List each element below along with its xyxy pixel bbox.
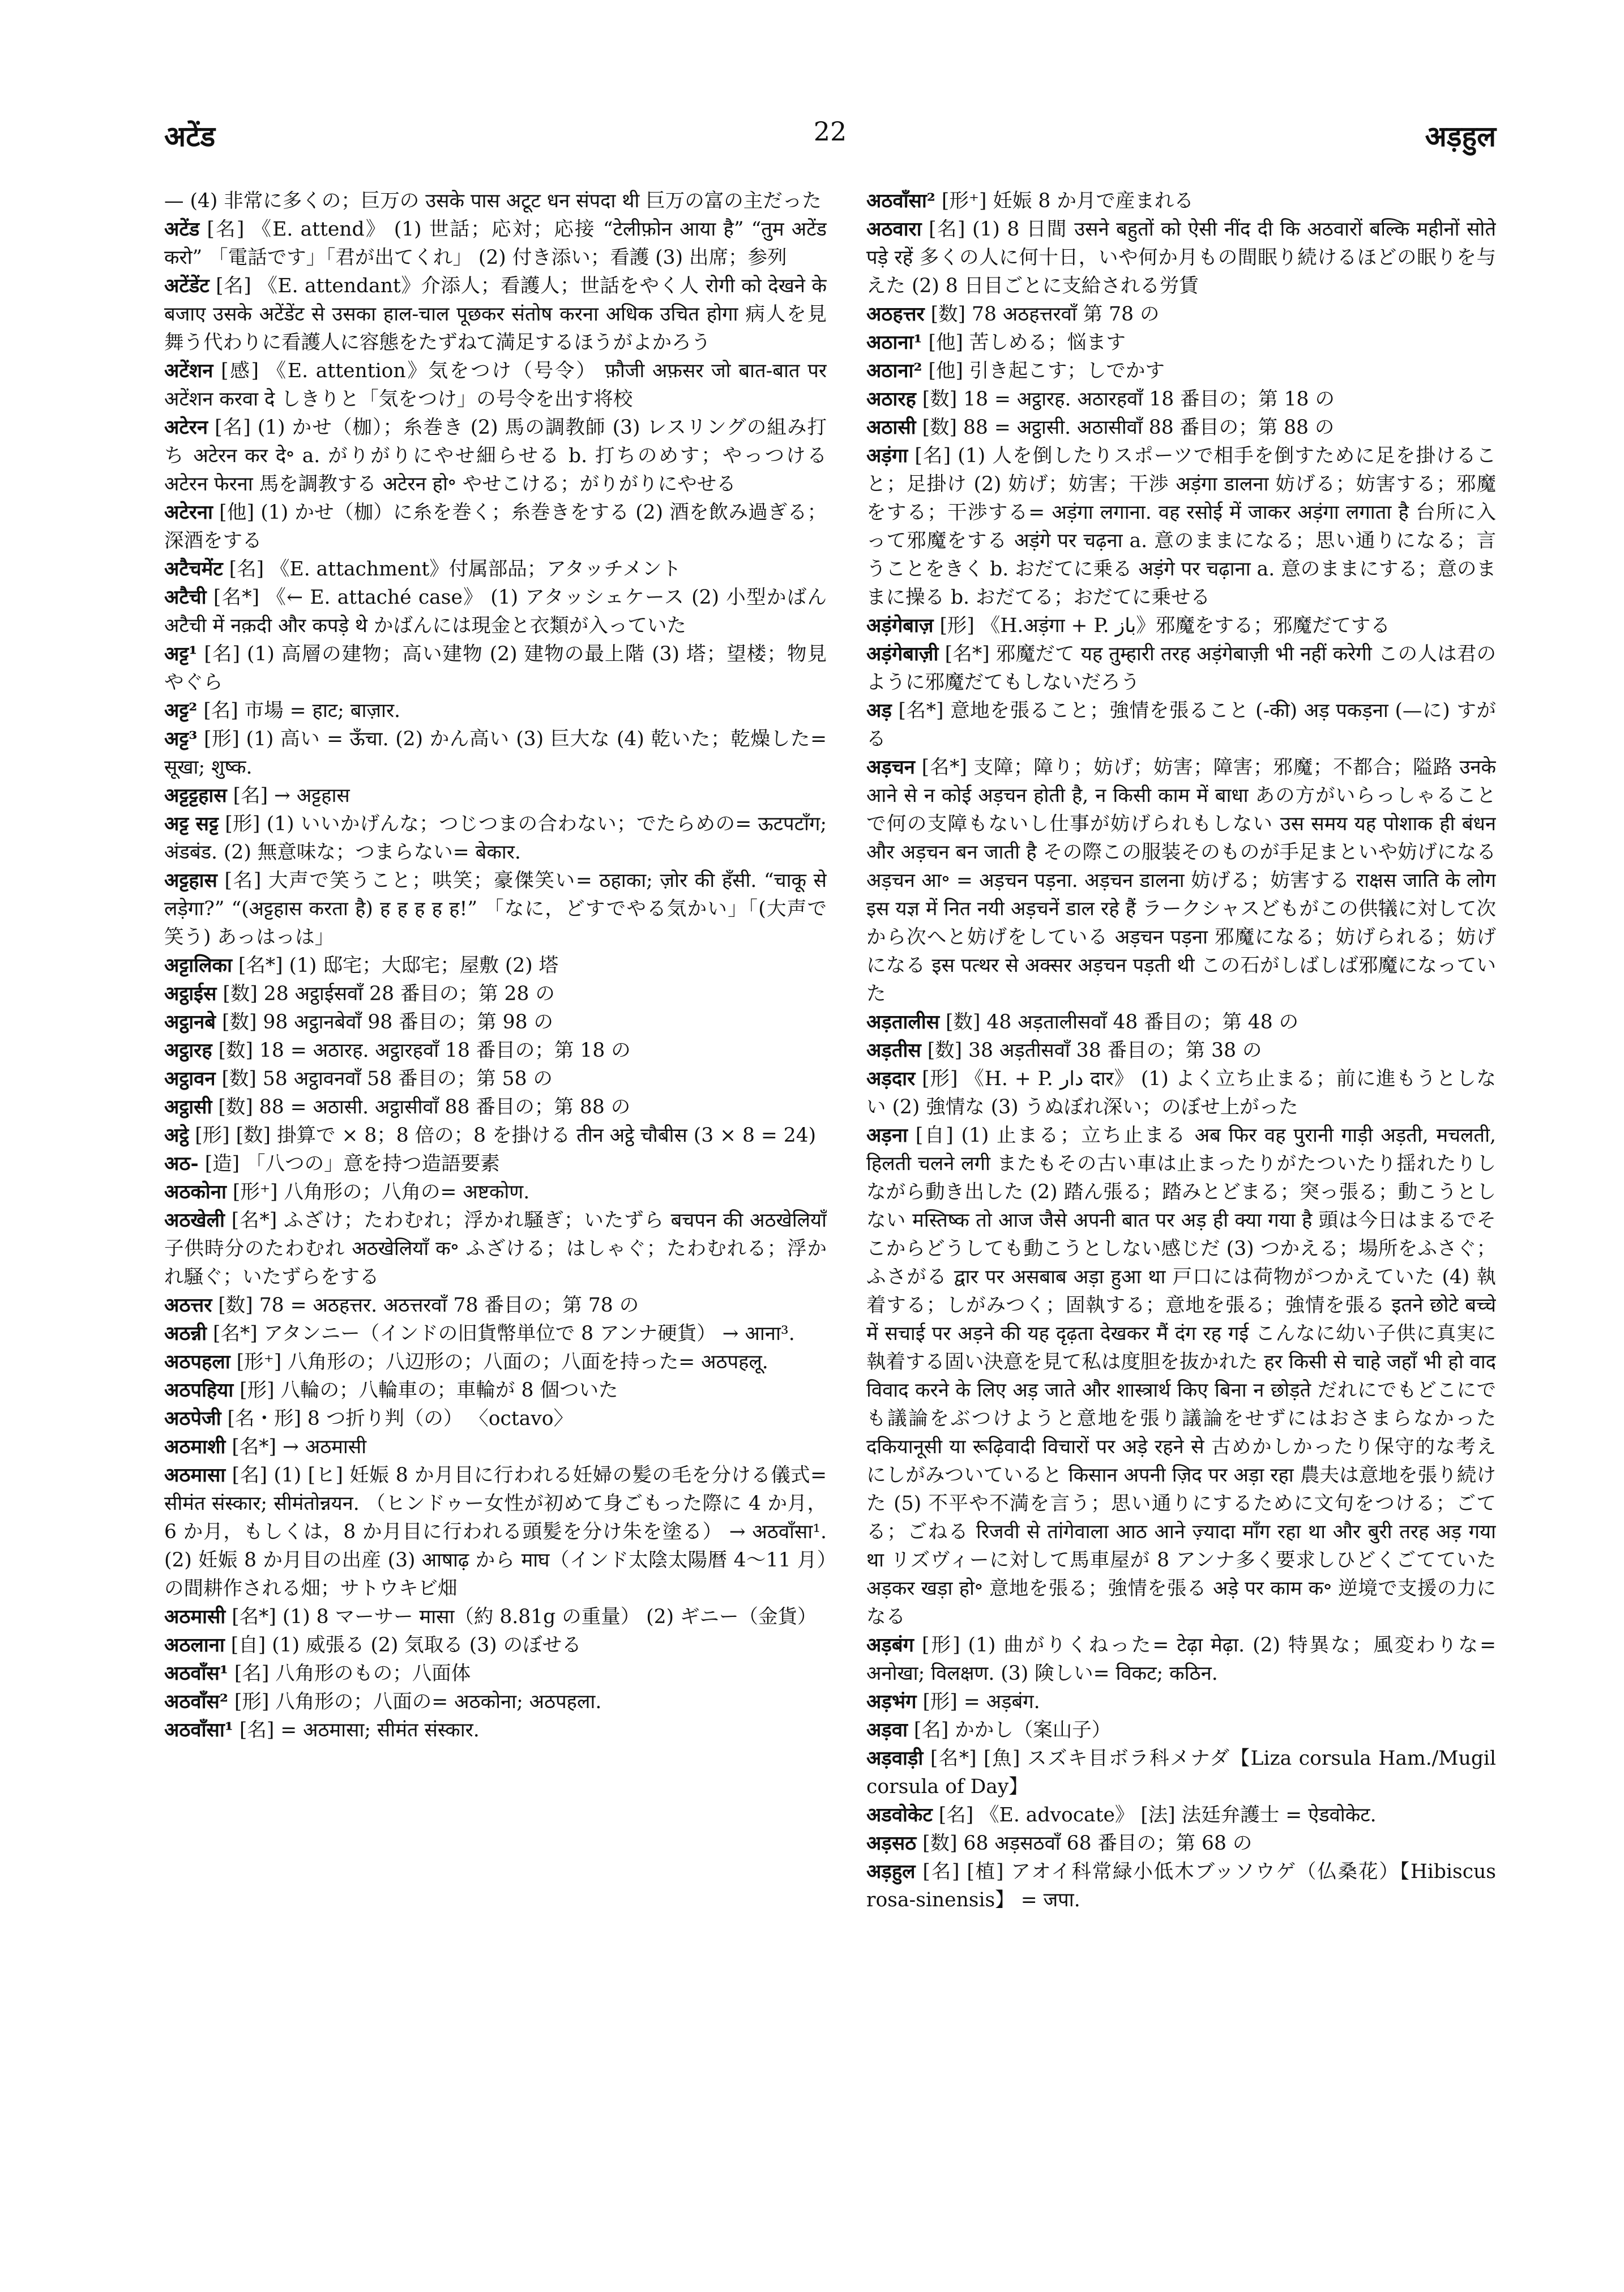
entry-headword: अट्ठावन [164,1068,216,1090]
dictionary-entry [164,357,827,413]
dictionary-entry [164,951,827,980]
entry-definition: [数] 88 = अट्ठासी. अठासीवाँ 88 番目の；第 88 の [922,416,1335,439]
left-column [164,187,827,2226]
entry-headword: अट्ट¹ [164,643,198,665]
entry-headword: अटेंडेंट [164,275,210,297]
entry-headword: अटेंड [164,218,200,241]
entry-headword: अड़हुल [866,1860,916,1883]
entry-definition: [形⁺] 妊娠 8 か月で産まれる [941,190,1194,212]
entry-definition: [他] 引き起こす；しでかす [928,360,1165,382]
entry-definition: [名] (1) 8 日間 उसने बहुतों को ऐसी नींद दी कि अठवारों बल्कि महीनों सोते पड़े रहें 多くの人に何十日，いや何か月もの間眠り続けるほどの眠りを与えた (2) 8 日目ごとに支給される労賃 [866,218,1496,297]
entry-definition: [名] (1) かせ（枷）；糸巻き (2) 馬の調教師 (3) レスリングの組み打ち अटेरन कर दे॰ a. がりがりにやせ細らせる b. 打ちのめす；やっつける अटेरन फेरना 馬を調教する अटेरन हो॰ やせこける；がりがりにやせる [164,416,827,496]
entry-definition: [形] 八輪の；八輪車の；車輪が 8 個ついた [240,1379,618,1402]
entry-definition: [形] 《H. + P. دار दार》 (1) よく立ち止まる；前に進もうとしない (2) 強情な (3) うぬぼれ深い；のぼせ上がった [866,1068,1496,1119]
entry-headword: अठलाना [164,1634,225,1657]
entry-headword: अड़सठ [866,1832,917,1855]
dictionary-entry [866,1065,1496,1121]
dictionary-entry [164,1461,827,1603]
dictionary-entry [164,1065,827,1093]
entry-definition: [数] 18 = अठारह. अट्ठारहवाँ 18 番目の；第 18 の [218,1039,631,1062]
dictionary-entry [164,980,827,1008]
entry-definition: [数] 48 अड़तालीसवाँ 48 番目の；第 48 の [946,1011,1299,1034]
entry-headword: अटेरना [164,501,213,524]
entry-definition: [名*] 邪魔だて यह तुम्हारी तरह अड़ंगेबाज़ी भी नहीं करेगी この人は君のように邪魔だてもしないだろう [866,643,1496,694]
entry-definition: [数] 58 अट्ठावनवाँ 58 番目の；第 58 の [221,1068,553,1090]
entry-definition: [形] (1) いいかげんな；つじつまの合わない；でたらめの= ऊटपटाँग; अंडबंड. (2) 無意味な；つまらない= बेकार. [164,813,827,864]
dictionary-entry [164,1716,827,1744]
entry-headword: अड़तीस [866,1039,921,1062]
entry-definition: [数] 88 = अठासी. अट्ठासीवाँ 88 番目の；第 88 の [218,1096,631,1119]
dictionary-entry [164,1433,827,1461]
entry-headword: अठत्तर [164,1294,212,1317]
dictionary-entry [164,272,827,357]
entry-definition: — (4) 非常に多くの；巨万の उसके पास अटूट धन संपदा थी 巨万の富の主だった [164,190,822,212]
entry-definition: [名] [植] アオイ科常緑小低木ブッソウゲ（仏桑花）【Hibiscus rosa-sinensis】 = जपा. [866,1860,1496,1911]
entry-definition: [名] かかし（案山子） [913,1719,1112,1742]
dictionary-entry [866,697,1496,753]
entry-headword: अट्ठारह [164,1039,212,1062]
entry-definition: [造] 「八つの」意を持つ造語要素 [204,1153,500,1175]
dictionary-entry [866,442,1496,612]
entry-headword: अठवाँस² [164,1691,228,1713]
dictionary-entry [164,867,827,951]
dictionary-entry [164,782,827,810]
entry-definition: [名*] 支障；障り；妨げ；妨害；障害；邪魔；不都合；隘路 उनके आने से न कोई अड़चन होती है, न किसी काम में बाधा あの方がいらっしゃることで何の支障もないし仕事が妨げられもしない उस समय यह पोशाक ही बंधन और अड़चन बन जाती है その際この服装そのものが手足まといや妨げになる अड़चन आ॰ = अड़चन पड़ना. अड़चन डालना 妨げる；妨害する राक्षस जाति के लोग इस यज्ञ में नित नयी अड़चनें डाल रहे हैं ラークシャスどもがこの供犠に対して次から次へと妨げをしている अड़चन पड़ना 邪魔になる；妨げられる；妨げになる इस पत्थर से अक्सर अड़चन पड़ती थी この石がしばしば邪魔になっていた [866,756,1496,1005]
entry-definition: [名・形] 8 つ折り判（の） 〈octavo〉 [227,1407,574,1430]
entry-headword: अठन्नी [164,1322,207,1345]
entry-headword: अट्ट² [164,699,198,722]
page-header [164,116,1496,161]
entry-definition: [数] 68 अड़सठवाँ 68 番目の；第 68 の [922,1832,1253,1855]
dictionary-entry [866,357,1496,385]
entry-definition: [自] (1) 止まる；立ち止まる अब फिर वह पुरानी गाड़ी अड़ती, मचलती, हिलती चलने लगी またもその古い車は止まったりがたついたり揺れたりしながら動き出した (2) 踏ん張る；踏みとどまる；突っ張る；動こうとしない मस्तिष्क तो आज जैसे अपनी बात पर अड़ ही क्या गया है 頭は今日はまるでそこからどうしても動こうとしない感じだ (3) つかえる；場所をふさぐ；ふさがる द्वार पर असबाब अड़ा हुआ था 戸口には荷物がつかえていた (4) 執着する；しがみつく；固執する；意地を張る；強情を張る इतने छोटे बच्चे में सचाई पर अड़ने की यह दृढ़ता देखकर मैं दंग रह गई こんなに幼い子供に真実に執着する固い決意を見て私は度胆を抜かれた हर किसी से चाहे जहाँ भी हो वाद विवाद करने के लिए अड़ जाते और शास्त्रार्थ किए बिना न छोड़ते だれにでもどこにでも議論をぶつけようと意地を張り議論をせずにはおさまらなかった दकियानूसी या रूढ़िवादी विचारों पर अड़े रहने से 古めかしかったり保守的な考えにしがみついていると किसान अपनी ज़िद पर अड़ा रहा 農夫は意地を張り続けた (5) 不平や不満を言う；思い通りにするために文句をつける；ごてる；ごねる रिजवी से तांगेवाला आठ आने ज़्यादा माँग रहा था और बुरी तरह अड़ गया था リズヴィーに対して馬車屋が 8 アンナ多く要求しひどくごてていた अड़कर खड़ा हो॰ 意地を張る；強情を張る अड़े पर काम क॰ 逆境で支援の力になる [866,1124,1496,1628]
entry-definition: [名] 《E. attendant》介添人；看護人；世話をやく人 रोगी को देखने के बजाए उसके अटेंडेंट से उसका हाल-चाल पूछकर संतोष करना अधिक उचित होगा 病人を見舞う代わりに看護人に容態をたずねて満足するほうがよかろう [164,275,827,354]
entry-definition: [名] (1) [ヒ] 妊娠 8 か月目に行われる妊婦の髪の毛を分ける儀式= सीमंत संस्कार; सीमंतोन्नयन. （ヒンドゥー女性が初めて身ごもった際に 4 か月，6 か月，もしくは，8 か月目に行われる頭髪を分け朱を塗る） → अठवाँसा¹. (2) 妊娠 8 か月目の出産 (3) आषाढ़ から माघ（インド太陰太陽暦 4〜11 月）の間耕作される畑；サトウキビ畑 [164,1464,827,1600]
entry-definition: [数] 78 अठहत्तरवाँ 第 78 の [930,303,1160,326]
entry-headword: अठवाँस¹ [164,1662,228,1685]
entry-definition: [形] = अड़बंग. [922,1691,1040,1713]
entry-definition: [形⁺] 八角形の；八角の= अष्टकोण. [232,1181,530,1203]
entry-headword: अठासी [866,416,916,439]
dictionary-entry [164,215,827,272]
dictionary-entry [164,810,827,867]
dictionary-entry [866,328,1496,357]
dictionary-entry [866,1744,1496,1801]
entry-definition: [名] 《E. attachment》付属部品；アタッチメント [229,558,681,581]
entry-definition: [名] (1) 人を倒したりスポーツで相手を倒すために足を掛けること；足掛け (2) 妨げ；妨害；干渉 अड़ंगा डालना 妨げる；妨害する；邪魔をする；干渉する= अड़ंगा लगाना. वह रसोई में जाकर अड़ंगा लगाता है 台所に入って邪魔をする अड़ंगे पर चढ़ना a. 意のままになる；思い通りになる；言うことをきく b. おだてに乗る अड़ंगे पर चढ़ाना a. 意のままにする；意のままに操る b. おだてる；おだてに乗せる [866,445,1496,609]
entry-definition: [名] 市場 = हाट; बाज़ार. [203,699,401,722]
dictionary-entry [866,1829,1496,1858]
entry-headword: अठ- [164,1153,199,1175]
entry-definition: [自] (1) 威張る (2) 気取る (3) のぼせる [230,1634,582,1657]
dictionary-entry [164,1603,827,1631]
entry-headword: अठखेली [164,1209,225,1232]
entry-definition: [数] 98 अट्ठानबेवाँ 98 番目の；第 98 の [221,1011,554,1034]
entry-definition: [形] 《H.अड़ंगा + P. باز》邪魔をする；邪魔だてする [939,614,1390,637]
entry-definition: [名*] (1) 邸宅；大邸宅；屋敷 (2) 塔 [238,954,559,977]
entry-headword: अट्टट्टहास [164,784,227,807]
dictionary-entry [866,1801,1496,1829]
entry-headword: अटेंशन [164,360,213,382]
entry-headword: अट्ठानबे [164,1011,216,1034]
dictionary-entry [164,1178,827,1206]
entry-headword: अड़चन [866,756,915,779]
entry-definition: [名*] ふざけ；たわむれ；浮かれ騒ぎ；いたずら बचपन की अठखेलियाँ 子供時分のたわむれ अठखेलियाँ क॰ ふざける；はしゃぐ；たわむれる；浮かれ騒ぐ；いたずらをする [164,1209,827,1288]
entry-definition: [名] 大声で笑うこと；哄笑；豪傑笑い= ठहाका; ज़ोर की हँसी. “चाकू से लड़ेगा?” “(अट्टहास करता है) ह ह ह ह ह!” 「なに，どすでやる気かい」「(大声で笑う) あっはっは」 [164,869,827,949]
dictionary-entry [164,1631,827,1659]
entry-definition: [名] → अट्टहास [233,784,350,807]
entry-definition: [名*] → अठमासी [232,1436,367,1458]
entry-definition: [形] (1) 曲がりくねった= टेढ़ा मेढ़ा. (2) 特異な；風変わりな= अनोखा; विलक्षण. (3) 険しい= विकट; कठिन. [866,1634,1496,1685]
entry-headword: अट्ठे [164,1124,189,1147]
dictionary-entry [164,697,827,725]
entry-headword: अठाना¹ [866,331,922,354]
entry-headword: अठहत्तर [866,303,925,326]
entry-definition: [感] 《E. attention》気をつけ（号令） फ़ौजी अफ़सर जो बात-बात पर अटेंशन करवा दे しきりと「気をつけ」の号令を出す将校 [164,360,827,411]
dictionary-entry [866,640,1496,697]
header-last-headword: अड़हुल [1425,119,1496,153]
dictionary-entry [164,1688,827,1716]
entry-headword: अड़ना [866,1124,908,1147]
entry-headword: अट्ठासी [164,1096,212,1119]
dictionary-entry [866,215,1496,300]
dictionary-entry [866,1688,1496,1716]
entry-definition: [名*] 意地を張ること；強情を張ること (-की) अड़ पकड़ना (—に) すがる [866,699,1496,750]
entry-definition: [名] 八角形のもの；八面体 [234,1662,471,1685]
entry-headword: अठमाशी [164,1436,226,1458]
entry-definition: [数] 28 अट्ठाईसवाँ 28 番目の；第 28 の [223,983,555,1005]
entry-headword: अटैचमेंट [164,558,223,581]
dictionary-entry [866,300,1496,328]
entry-headword: अटैची [164,586,207,609]
entry-headword: अड़ंगेबाज़ [866,614,934,637]
entry-headword: अट्टहास [164,869,217,892]
dictionary-entry [866,612,1496,640]
entry-headword: अठारह [866,388,916,411]
entry-headword: अठमासा [164,1464,226,1487]
entry-headword: अड़तालीस [866,1011,940,1034]
dictionary-entry [164,1405,827,1433]
dictionary-entry [866,413,1496,442]
entry-headword: अठपहला [164,1351,230,1373]
entry-headword: अट्टालिका [164,954,232,977]
entry-headword: अड़ंगा [866,445,908,467]
entry-definition: [他] (1) かせ（枷）に糸を巻く；糸巻きをする (2) 酒を飲み過ぎる；深酒をする [164,501,827,552]
entry-headword: अड़भंग [866,1691,917,1713]
entry-headword: अठवारा [866,218,922,241]
entry-definition: [名] 《E. attend》 (1) 世話；応対；応接 “टेलीफ़ोन आया है” “तुम अटेंड करो” 「電話です」「君が出てくれ」 (2) 付き添い；看護 (3) 出席；参列 [164,218,827,269]
entry-definition: [名*] [魚] スズキ目ボラ科メナダ【Liza corsula Ham./Mugil corsula of Day】 [866,1747,1496,1798]
dictionary-entry [164,1320,827,1348]
dictionary-entry [164,413,827,498]
dictionary-entry [164,1206,827,1291]
entry-headword: अठमासी [164,1606,226,1628]
dictionary-entry [164,1150,827,1178]
entry-headword: अडवोकेट [866,1804,933,1826]
entry-headword: अट्ट सट्ट [164,813,219,835]
entry-headword: अठकोना [164,1181,226,1203]
entry-headword: अड़बंग [866,1634,914,1657]
entry-headword: अठाना² [866,360,922,382]
entry-headword: अड़दार [866,1068,916,1090]
entry-headword: अट्ट³ [164,728,198,750]
entry-definition: [形] (1) 高い = ऊँचा. (2) かん高い (3) 巨大な (4) 乾いた；乾燥した= सूखा; शुष्क. [164,728,827,779]
entry-definition: [数] 78 = अठहत्तर. अठत्तरवाँ 78 番目の；第 78 の [218,1294,639,1317]
entry-headword: अठपेजी [164,1407,221,1430]
dictionary-entry [866,187,1496,215]
entry-headword: अठवाँसा¹ [164,1719,233,1742]
dictionary-entry [164,1093,827,1121]
dictionary-entry [164,498,827,555]
entry-definition: [形⁺] 八角形の；八辺形の；八面の；八面を持った= अठपहलू. [236,1351,768,1373]
entry-headword: अड़वाड़ी [866,1747,924,1770]
entry-headword: अठपहिया [164,1379,234,1402]
dictionary-entry [866,1716,1496,1744]
dictionary-entry [164,187,827,215]
dictionary-entry [866,753,1496,1008]
entry-headword: अड़ [866,699,892,722]
page-number: 22 [813,116,847,147]
dictionary-entry [164,1121,827,1150]
entry-definition: [名*] (1) 8 マーサー मासा（約 8.81g の重量） (2) ギニー（金貨） [232,1606,817,1628]
dictionary-entry [164,1376,827,1405]
dictionary-entry [866,1858,1496,1914]
entry-headword: अड़वा [866,1719,908,1742]
entry-definition: [名] = अठमासा; सीमंत संस्कार. [239,1719,480,1742]
dictionary-entry [164,1008,827,1036]
entry-definition: [形] 八角形の；八面の= अठकोना; अठपहला. [234,1691,602,1713]
dictionary-entry [164,1659,827,1688]
entry-definition: [形] [数] 掛算で × 8；8 倍の；8 を掛ける तीन अट्ठे चौबीस (3 × 8 = 24) [195,1124,817,1147]
dictionary-entry [164,1291,827,1320]
dictionary-entry [164,555,827,583]
entry-headword: अड़ंगेबाज़ी [866,643,939,665]
entry-definition: [名*] 《← E. attaché case》 (1) アタッシェケース (2) 小型かばん अटैची में नक़दी और कपड़े थे かばんには現金と衣類が入っていた [164,586,827,637]
entry-definition: [名] (1) 高層の建物；高い建物 (2) 建物の最上階 (3) 塔；望楼；物見やぐら [164,643,827,694]
entry-definition: [他] 苦しめる；悩ます [928,331,1126,354]
dictionary-entry [866,1631,1496,1688]
right-column [866,187,1496,2226]
dictionary-entry [164,583,827,640]
entry-headword: अठवाँसा² [866,190,935,212]
dictionary-entry [164,725,827,782]
entry-definition: [名] 《E. advocate》 [法] 法廷弁護士 = ऐडवोकेट. [938,1804,1377,1826]
dictionary-entry [866,385,1496,413]
dictionary-entry [866,1121,1496,1631]
dictionary-entry [866,1008,1496,1036]
dictionary-entry [164,1348,827,1376]
entry-definition: [名*] アタンニー（インドの旧貨幣単位で 8 アンナ硬貨） → आना³. [212,1322,795,1345]
entry-definition: [数] 38 अड़तीसवाँ 38 番目の；第 38 の [927,1039,1262,1062]
header-first-headword: अटेंड [164,119,216,153]
dictionary-entry [164,640,827,697]
entry-headword: अट्ठाईस [164,983,217,1005]
entry-definition: [数] 18 = अट्ठारह. अठारहवाँ 18 番目の；第 18 の [922,388,1335,411]
dictionary-entry [866,1036,1496,1065]
dictionary-entry [164,1036,827,1065]
entry-headword: अटेरन [164,416,208,439]
